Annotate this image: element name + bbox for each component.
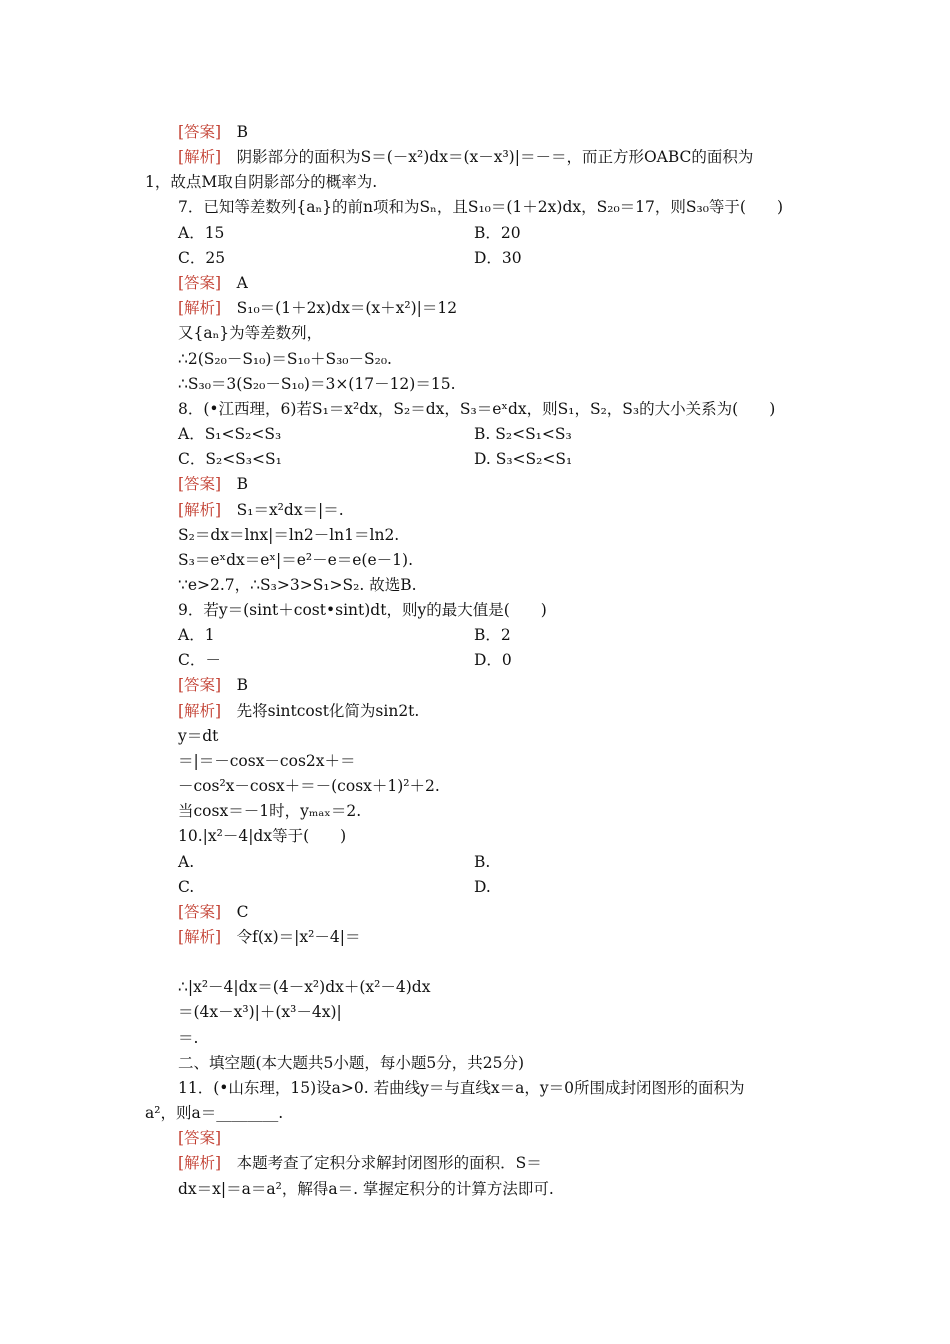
option-left: C. [178,878,195,896]
option-line [178,625,215,645]
line-text: S₂＝dx＝lnx|＝ln2－ln1＝ln2. [178,526,400,544]
line-text: 1，故点M取自阴影部分的概率为. [145,173,378,191]
option-line [178,248,225,268]
option-right: D. [474,878,491,896]
option-right: B. S₂<S₁<S₃ [474,425,572,443]
analysis-line [178,500,344,520]
line-text: B [221,123,248,141]
text-line [178,374,456,394]
line-text: S₃＝eˣdx＝eˣ|＝e²－e＝e(e－1). [178,551,413,569]
answer-tag: [答案] [178,676,222,694]
answer-tag: [答案] [178,475,222,493]
line-text: 本题考查了定积分求解封闭图形的面积．S＝ [221,1154,542,1172]
line-text: ＝. [178,1029,199,1047]
answer-line [178,675,248,695]
line-text: 8．(•江西理，6)若S₁＝x²dx，S₂＝dx，S₃＝eˣdx，则S₁，S₂，S₃的大小关系为( ) [178,400,776,418]
line-text: 令f(x)＝|x²－4|＝ [221,928,361,946]
text-line [178,525,399,545]
analysis-line [178,1153,542,1173]
answer-tag: [答案] [178,274,222,292]
line-text: －cos²x－cosx＋＝－(cosx＋1)²＋2. [178,777,440,795]
line-text: 10.|x²－4|dx等于( ) [178,827,347,845]
option-left: C．S₂<S₃<S₁ [178,450,282,468]
answer-line [178,474,248,494]
line-text: A [221,274,248,292]
line-text: 又{aₙ}为等差数列， [178,324,323,342]
question-9 [178,600,547,620]
analysis-line [178,147,753,167]
question-7 [178,197,783,217]
text-line [178,751,356,771]
answer-tag: [答案] [178,123,222,141]
option-left: A．S₁<S₂<S₃ [178,425,282,443]
text-line [178,776,440,796]
answer-line [178,902,248,922]
line-text: S₁₀＝(1＋2x)dx＝(x＋x²)|＝12 [221,299,458,317]
text-line [178,323,322,343]
analysis-line [178,927,360,947]
option-left: A. [178,853,195,871]
option-right: B．20 [474,224,521,242]
line-text: ＝(4x－x³)|＋(x³－4x)| [178,1003,342,1021]
option-right: D．0 [474,651,512,669]
analysis-line [178,298,457,318]
analysis-tag: [解析] [178,148,222,166]
section-heading [178,1053,524,1073]
text-line [178,1002,342,1022]
text-line [178,977,430,997]
line-text: 7．已知等差数列{aₙ}的前n项和为Sₙ，且S₁₀＝(1＋2x)dx，S₂₀＝17，则S₃₀等于( ) [178,198,784,216]
text-line [178,726,218,746]
option-line [178,223,224,243]
text-line [178,349,392,369]
option-line [178,877,194,897]
answer-tag: [答案] [178,1129,222,1147]
option-line [178,852,194,872]
line-text: ∵e>2.7，∴S₃>3>S₁>S₂. 故选B. [178,576,417,594]
line-text: 二、填空题(本大题共5小题，每小题5分，共25分) [178,1054,525,1072]
answer-line [178,273,248,293]
line-text: 9．若y＝(sint＋cost•sint)dt，则y的最大值是( ) [178,601,547,619]
option-line [178,650,221,670]
analysis-tag: [解析] [178,299,222,317]
line-text: dx＝x|＝a＝a²，解得a＝. 掌握定积分的计算方法即可. [178,1180,554,1198]
line-text: B [221,475,248,493]
question-11 [178,1078,745,1098]
line-text: ∴2(S₂₀－S₁₀)＝S₁₀＋S₃₀－S₂₀. [178,350,392,368]
option-right: D. S₃<S₂<S₁ [474,450,573,468]
line-text: 11．(•山东理，15)设a>0. 若曲线y＝与直线x＝a，y＝0所围成封闭图形的面积为 [178,1079,745,1097]
line-text: ＝|＝－cosx－cos2x＋＝ [178,752,356,770]
line-text: C [221,903,249,921]
line-text: 当cosx＝－1时，yₘₐₓ＝2. [178,802,362,820]
line-text: y＝dt [178,727,219,745]
line-text: ∴|x²－4|dx＝(4－x²)dx＋(x²－4)dx [178,978,431,996]
text-line [178,801,361,821]
option-right: B．2 [474,626,511,644]
analysis-tag: [解析] [178,928,222,946]
analysis-tag: [解析] [178,1154,222,1172]
answer-tag: [答案] [178,903,222,921]
option-right: B. [474,853,491,871]
answer-line [178,1128,221,1148]
line-text: 先将sintcost化简为sin2t. [221,702,420,720]
text-line [178,575,417,595]
option-right: D．30 [474,249,522,267]
line-text: B [221,676,248,694]
line-text: ∴S₃₀＝3(S₂₀－S₁₀)＝3×(17－12)＝15. [178,375,456,393]
text-line [178,1179,554,1199]
option-left: C．25 [178,249,226,267]
text-line [145,172,377,192]
analysis-tag: [解析] [178,501,222,519]
line-text: S₁＝x²dx＝|＝. [221,501,344,519]
line-text: a²，则a＝________. [145,1104,284,1122]
text-line [145,1103,283,1123]
option-line [178,449,282,469]
answer-line [178,122,248,142]
analysis-tag: [解析] [178,702,222,720]
option-line [178,424,281,444]
question-10 [178,826,346,846]
line-text: 阴影部分的面积为S＝(－x²)dx＝(x－x³)|＝－＝，而正方形OABC的面积为 [221,148,754,166]
analysis-line [178,701,419,721]
option-left: A．15 [178,224,225,242]
question-8 [178,399,775,419]
text-line [178,1028,198,1048]
option-left: C．－ [178,651,221,669]
option-left: A．1 [178,626,215,644]
text-line [178,550,413,570]
